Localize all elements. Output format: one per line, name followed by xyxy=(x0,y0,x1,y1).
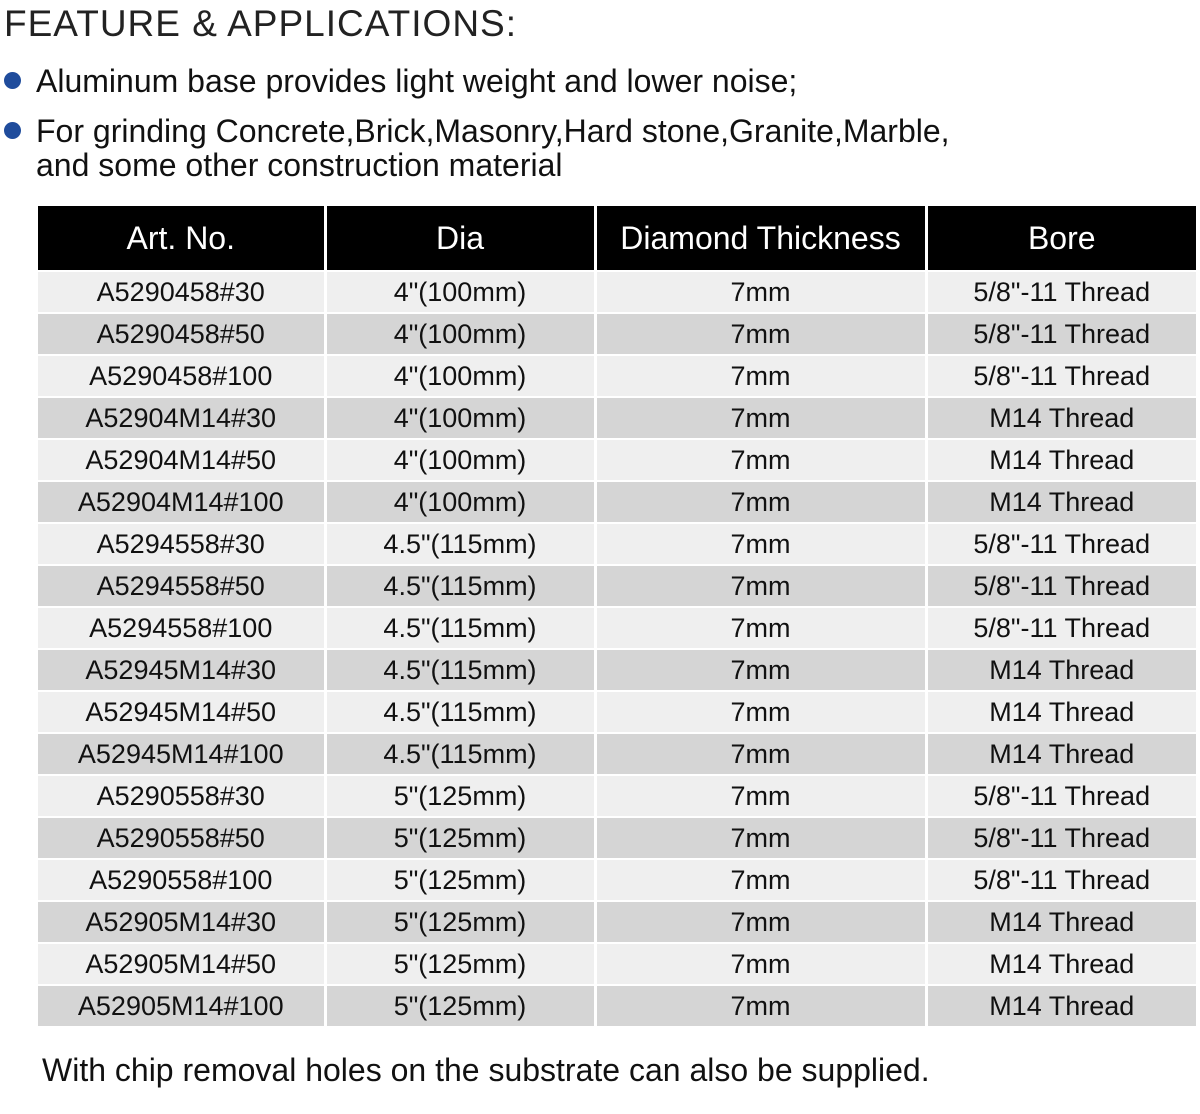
art-no-cell: A52904M14#50 xyxy=(38,439,325,481)
thickness-cell: 7mm xyxy=(595,733,926,775)
art-no-cell: A5294558#50 xyxy=(38,565,325,607)
page-title: FEATURE & APPLICATIONS: xyxy=(4,3,518,44)
bore-cell: 5/8"-11 Thread xyxy=(926,565,1196,607)
table-row xyxy=(38,943,1196,985)
feature-text-continued: and some other construction material xyxy=(36,147,563,183)
table-row xyxy=(38,733,1196,775)
table-row xyxy=(38,775,1196,817)
table-row xyxy=(38,649,1196,691)
dia-cell: 4.5"(115mm) xyxy=(325,565,595,607)
bore-cell: 5/8"-11 Thread xyxy=(926,607,1196,649)
dia-cell: 4.5"(115mm) xyxy=(325,733,595,775)
table-row xyxy=(38,481,1196,523)
dia-cell: 4"(100mm) xyxy=(325,439,595,481)
bore-cell: M14 Thread xyxy=(926,901,1196,943)
thickness-cell: 7mm xyxy=(595,607,926,649)
thickness-cell: 7mm xyxy=(595,481,926,523)
dia-cell: 5"(125mm) xyxy=(325,859,595,901)
feature-text: Aluminum base provides light weight and lower noise; xyxy=(36,63,798,99)
footer-note: With chip removal holes on the substrate can also be supplied. xyxy=(42,1052,930,1088)
table-header-row xyxy=(38,206,1196,271)
thickness-cell: 7mm xyxy=(595,271,926,313)
feature-text: For grinding Concrete,Brick,Masonry,Hard stone,Granite,Marble, xyxy=(36,113,950,149)
dia-cell: 4.5"(115mm) xyxy=(325,607,595,649)
art-no-cell: A5294558#30 xyxy=(38,523,325,565)
bore-cell: M14 Thread xyxy=(926,985,1196,1026)
art-no-cell: A5290558#50 xyxy=(38,817,325,859)
bore-cell: 5/8"-11 Thread xyxy=(926,859,1196,901)
thickness-cell: 7mm xyxy=(595,901,926,943)
dia-cell: 4.5"(115mm) xyxy=(325,523,595,565)
bore-cell: 5/8"-11 Thread xyxy=(926,817,1196,859)
table-row xyxy=(38,271,1196,313)
art-no-cell: A52905M14#30 xyxy=(38,901,325,943)
table-row xyxy=(38,355,1196,397)
thickness-cell: 7mm xyxy=(595,859,926,901)
table-row xyxy=(38,901,1196,943)
bore-cell: 5/8"-11 Thread xyxy=(926,523,1196,565)
table-row xyxy=(38,817,1196,859)
art-no-cell: A52905M14#100 xyxy=(38,985,325,1026)
thickness-cell: 7mm xyxy=(595,691,926,733)
bore-cell: 5/8"-11 Thread xyxy=(926,313,1196,355)
dia-cell: 5"(125mm) xyxy=(325,775,595,817)
dia-cell: 5"(125mm) xyxy=(325,943,595,985)
art-no-cell: A5290558#30 xyxy=(38,775,325,817)
dia-cell: 4"(100mm) xyxy=(325,355,595,397)
table-row xyxy=(38,523,1196,565)
thickness-cell: 7mm xyxy=(595,817,926,859)
thickness-cell: 7mm xyxy=(595,649,926,691)
bore-cell: M14 Thread xyxy=(926,481,1196,523)
thickness-cell: 7mm xyxy=(595,439,926,481)
thickness-cell: 7mm xyxy=(595,775,926,817)
dia-cell: 4"(100mm) xyxy=(325,313,595,355)
feature-item xyxy=(0,64,797,98)
thickness-cell: 7mm xyxy=(595,523,926,565)
bore-cell: M14 Thread xyxy=(926,397,1196,439)
table-row xyxy=(38,985,1196,1026)
table-row xyxy=(38,691,1196,733)
dia-cell: 4"(100mm) xyxy=(325,481,595,523)
table-row xyxy=(38,607,1196,649)
table-row xyxy=(38,859,1196,901)
bore-cell: 5/8"-11 Thread xyxy=(926,271,1196,313)
dia-cell: 5"(125mm) xyxy=(325,985,595,1026)
art-no-cell: A52945M14#50 xyxy=(38,691,325,733)
table-row xyxy=(38,439,1196,481)
spec-table xyxy=(38,206,1196,1026)
art-no-cell: A52904M14#30 xyxy=(38,397,325,439)
dia-cell: 4"(100mm) xyxy=(325,271,595,313)
art-no-cell: A5290458#100 xyxy=(38,355,325,397)
art-no-cell: A5290558#100 xyxy=(38,859,325,901)
header-diamond-thickness: Diamond Thickness xyxy=(595,206,926,271)
art-no-cell: A5290458#50 xyxy=(38,313,325,355)
dia-cell: 4.5"(115mm) xyxy=(325,649,595,691)
bore-cell: M14 Thread xyxy=(926,649,1196,691)
thickness-cell: 7mm xyxy=(595,355,926,397)
art-no-cell: A52945M14#100 xyxy=(38,733,325,775)
dia-cell: 4"(100mm) xyxy=(325,397,595,439)
thickness-cell: 7mm xyxy=(595,565,926,607)
thickness-cell: 7mm xyxy=(595,313,926,355)
dia-cell: 5"(125mm) xyxy=(325,817,595,859)
art-no-cell: A5294558#100 xyxy=(38,607,325,649)
header-art-no: Art. No. xyxy=(38,206,325,271)
table-row xyxy=(38,397,1196,439)
art-no-cell: A52904M14#100 xyxy=(38,481,325,523)
thickness-cell: 7mm xyxy=(595,397,926,439)
bore-cell: M14 Thread xyxy=(926,691,1196,733)
table-row xyxy=(38,313,1196,355)
bore-cell: 5/8"-11 Thread xyxy=(926,775,1196,817)
header-dia: Dia xyxy=(325,206,595,271)
bore-cell: M14 Thread xyxy=(926,943,1196,985)
bullet-icon xyxy=(4,72,21,89)
dia-cell: 5"(125mm) xyxy=(325,901,595,943)
bore-cell: M14 Thread xyxy=(926,733,1196,775)
spec-table-container xyxy=(38,206,1196,1026)
bore-cell: 5/8"-11 Thread xyxy=(926,355,1196,397)
bore-cell: M14 Thread xyxy=(926,439,1196,481)
art-no-cell: A52945M14#30 xyxy=(38,649,325,691)
header-bore: Bore xyxy=(926,206,1196,271)
bullet-icon xyxy=(4,122,21,139)
table-row xyxy=(38,565,1196,607)
art-no-cell: A52905M14#50 xyxy=(38,943,325,985)
thickness-cell: 7mm xyxy=(595,943,926,985)
table-body xyxy=(38,271,1196,1026)
feature-item xyxy=(0,114,950,182)
thickness-cell: 7mm xyxy=(595,985,926,1026)
dia-cell: 4.5"(115mm) xyxy=(325,691,595,733)
art-no-cell: A5290458#30 xyxy=(38,271,325,313)
